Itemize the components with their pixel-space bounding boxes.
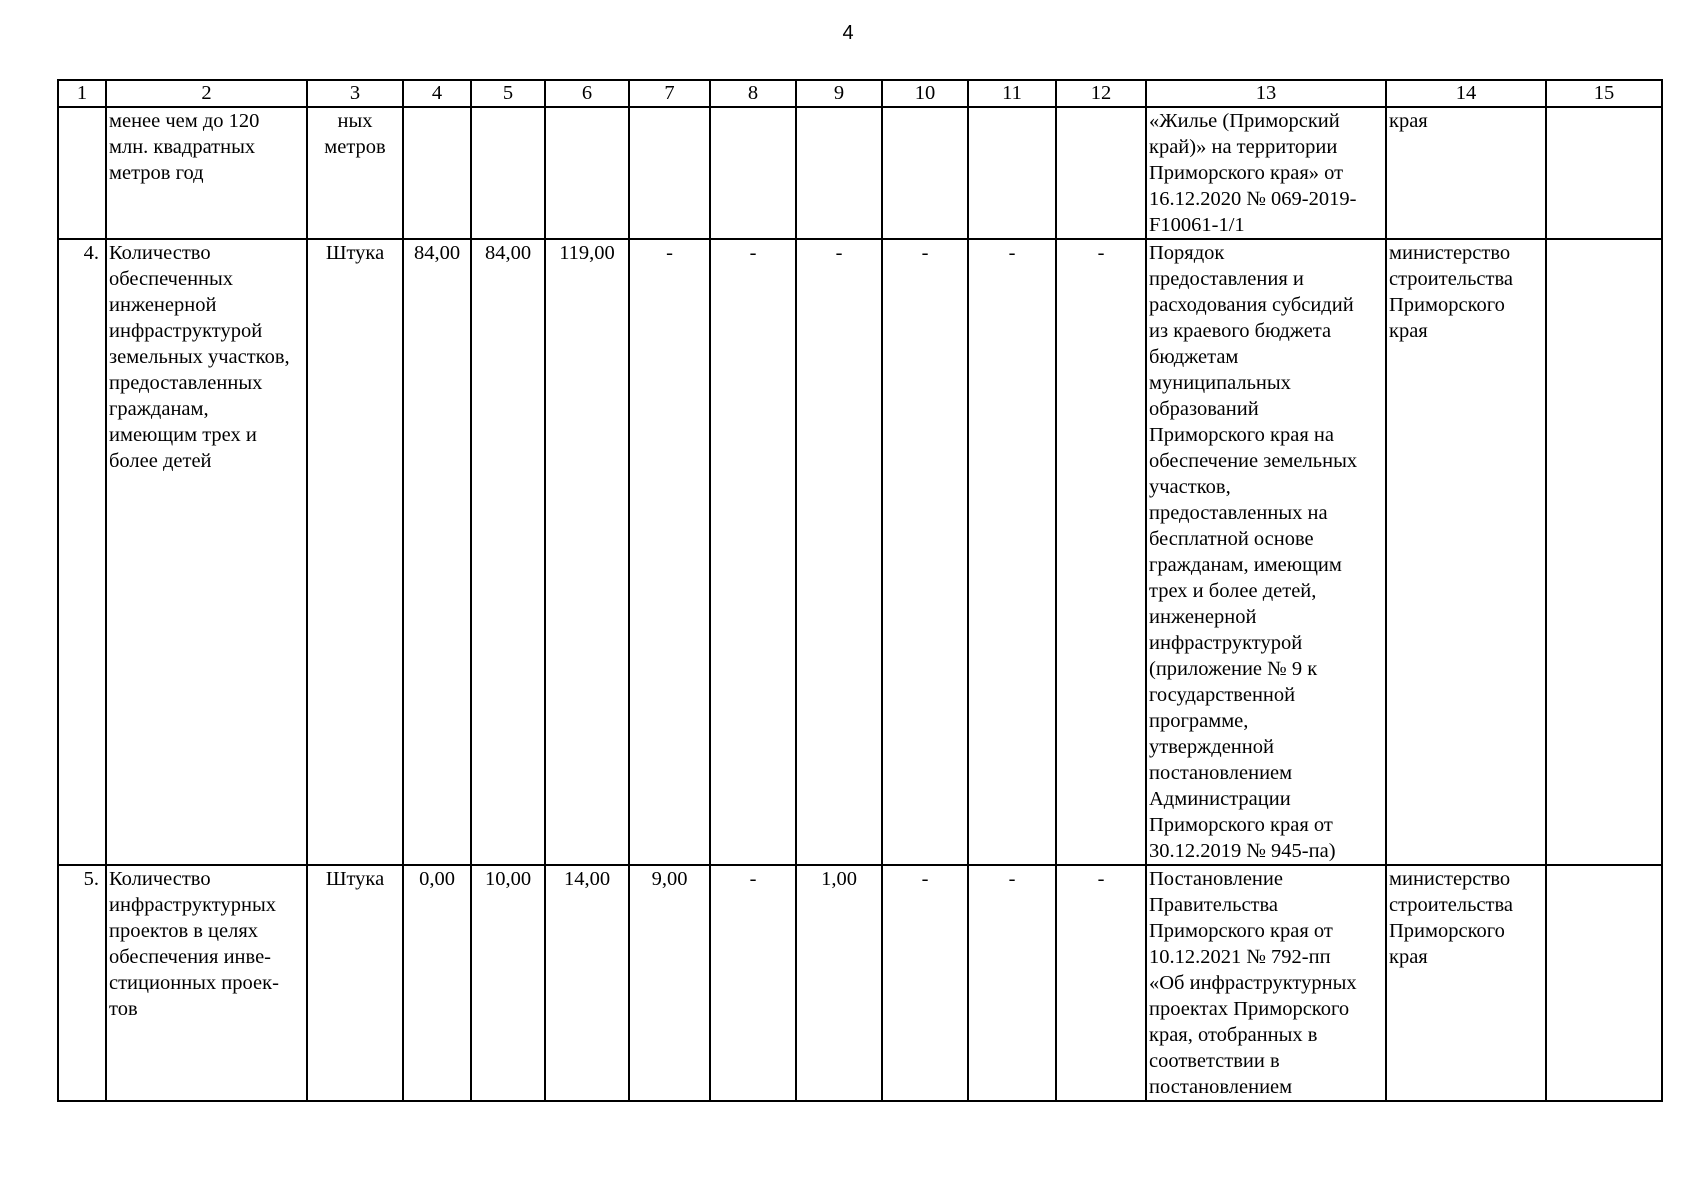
responsible-body: министерство строительства Приморского края	[1386, 865, 1546, 1101]
value-cell	[629, 107, 710, 239]
value-cell: 84,00	[403, 239, 471, 865]
table-row	[58, 107, 1662, 239]
notes-cell	[1546, 865, 1662, 1101]
table-header-row	[58, 80, 1662, 107]
responsible-body: края	[1386, 107, 1546, 239]
value-cell: -	[796, 239, 882, 865]
table-row	[58, 239, 1662, 865]
value-cell: -	[968, 865, 1056, 1101]
page-number: 4	[842, 22, 854, 44]
value-cell	[471, 107, 545, 239]
header-cell: 12	[1056, 80, 1146, 107]
value-cell	[882, 107, 968, 239]
value-cell: -	[968, 239, 1056, 865]
value-cell: 1,00	[796, 865, 882, 1101]
value-cell	[545, 107, 629, 239]
value-cell	[403, 107, 471, 239]
value-cell: 84,00	[471, 239, 545, 865]
header-cell: 3	[307, 80, 403, 107]
value-cell: -	[1056, 239, 1146, 865]
unit: ных метров	[307, 107, 403, 239]
header-cell: 14	[1386, 80, 1546, 107]
unit: Штука	[307, 239, 403, 865]
header-cell: 15	[1546, 80, 1662, 107]
value-cell: -	[1056, 865, 1146, 1101]
indicator-name: менее чем до 120 млн. квадратных метров год	[106, 107, 307, 239]
value-cell: 14,00	[545, 865, 629, 1101]
row-number: 4.	[58, 239, 106, 865]
value-cell	[968, 107, 1056, 239]
header-cell: 1	[58, 80, 106, 107]
legal-basis: Порядок предоставления и расходования субсидий из краевого бюджета бюджетам муниципальных образований Приморского края на обеспечение земельных участков, предоставленных на бесплатной основе гражданам, имеющим трех и более детей, инженерной инфраструктурой (приложение № 9 к государственной программе, утвержденной постановлением Администрации Приморского края от 30.12.2019 № 945-па)	[1146, 239, 1386, 865]
value-cell: 10,00	[471, 865, 545, 1101]
indicator-name: Количество инфраструктурных проектов в целях обеспечения инве- стиционных проек- тов	[106, 865, 307, 1101]
value-cell: 0,00	[403, 865, 471, 1101]
value-cell: -	[710, 865, 796, 1101]
indicator-name: Количество обеспеченных инженерной инфраструктурой земельных участков, предоставленных гражданам, имеющим трех и более детей	[106, 239, 307, 865]
unit: Штука	[307, 865, 403, 1101]
value-cell	[710, 107, 796, 239]
legal-basis: «Жилье (Приморский край)» на территории Приморского края» от 16.12.2020 № 069-2019- F10061-1/1	[1146, 107, 1386, 239]
header-cell: 2	[106, 80, 307, 107]
value-cell	[796, 107, 882, 239]
responsible-body: министерство строительства Приморского края	[1386, 239, 1546, 865]
header-cell: 8	[710, 80, 796, 107]
notes-cell	[1546, 239, 1662, 865]
legal-basis: Постановление Правительства Приморского края от 10.12.2021 № 792-пп «Об инфраструктурных проектах Приморского края, отобранных в соответствии в постановлением	[1146, 865, 1386, 1101]
table-row	[58, 865, 1662, 1101]
header-cell: 9	[796, 80, 882, 107]
row-number	[58, 107, 106, 239]
header-cell: 11	[968, 80, 1056, 107]
header-cell: 5	[471, 80, 545, 107]
value-cell: -	[629, 239, 710, 865]
value-cell: -	[882, 239, 968, 865]
value-cell: -	[710, 239, 796, 865]
row-number: 5.	[58, 865, 106, 1101]
header-cell: 6	[545, 80, 629, 107]
header-cell: 10	[882, 80, 968, 107]
header-cell: 4	[403, 80, 471, 107]
header-cell: 13	[1146, 80, 1386, 107]
notes-cell	[1546, 107, 1662, 239]
value-cell	[1056, 107, 1146, 239]
value-cell: 9,00	[629, 865, 710, 1101]
indicators-table	[57, 79, 1663, 1102]
value-cell: 119,00	[545, 239, 629, 865]
header-cell: 7	[629, 80, 710, 107]
value-cell: -	[882, 865, 968, 1101]
